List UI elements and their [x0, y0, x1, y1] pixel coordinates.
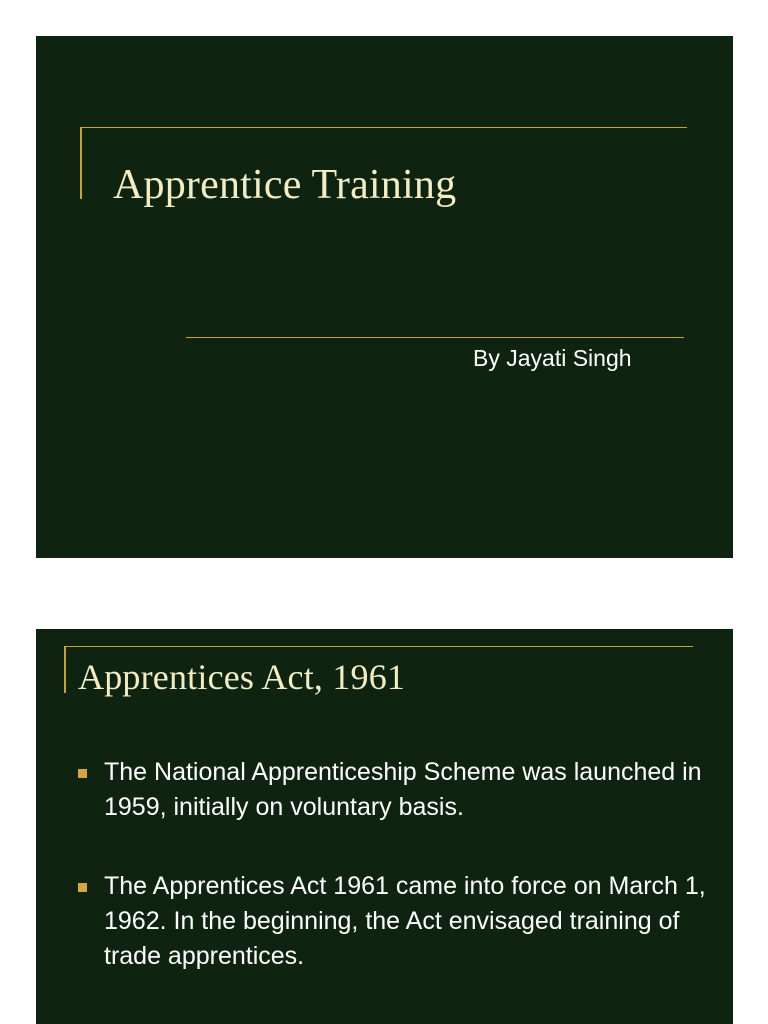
slide-heading: Apprentices Act, 1961: [78, 657, 406, 697]
title-top-rule: [80, 127, 687, 128]
bullet-text: The National Apprenticeship Scheme was launched in 1959, initially on voluntary basis.: [104, 758, 702, 821]
bullet-item: [76, 755, 716, 825]
slide-title: Apprentice Training: [113, 162, 457, 208]
author-subtitle: By Jayati Singh: [473, 345, 632, 371]
bullet-text: The Apprentices Act 1961 came into force on March 1, 1962. In the beginning, the Act envisaged training of trade apprentices.: [104, 872, 706, 970]
bullet-item: [76, 869, 716, 974]
content-slide: [36, 629, 733, 1024]
title-slide: [36, 36, 733, 558]
heading-left-bracket: [64, 646, 66, 693]
square-bullet-icon: [78, 769, 87, 778]
heading-top-rule: [64, 646, 693, 647]
bullet-list: [76, 755, 716, 1018]
title-left-bracket: [80, 127, 82, 199]
subtitle-rule: [186, 337, 684, 338]
square-bullet-icon: [78, 883, 87, 892]
